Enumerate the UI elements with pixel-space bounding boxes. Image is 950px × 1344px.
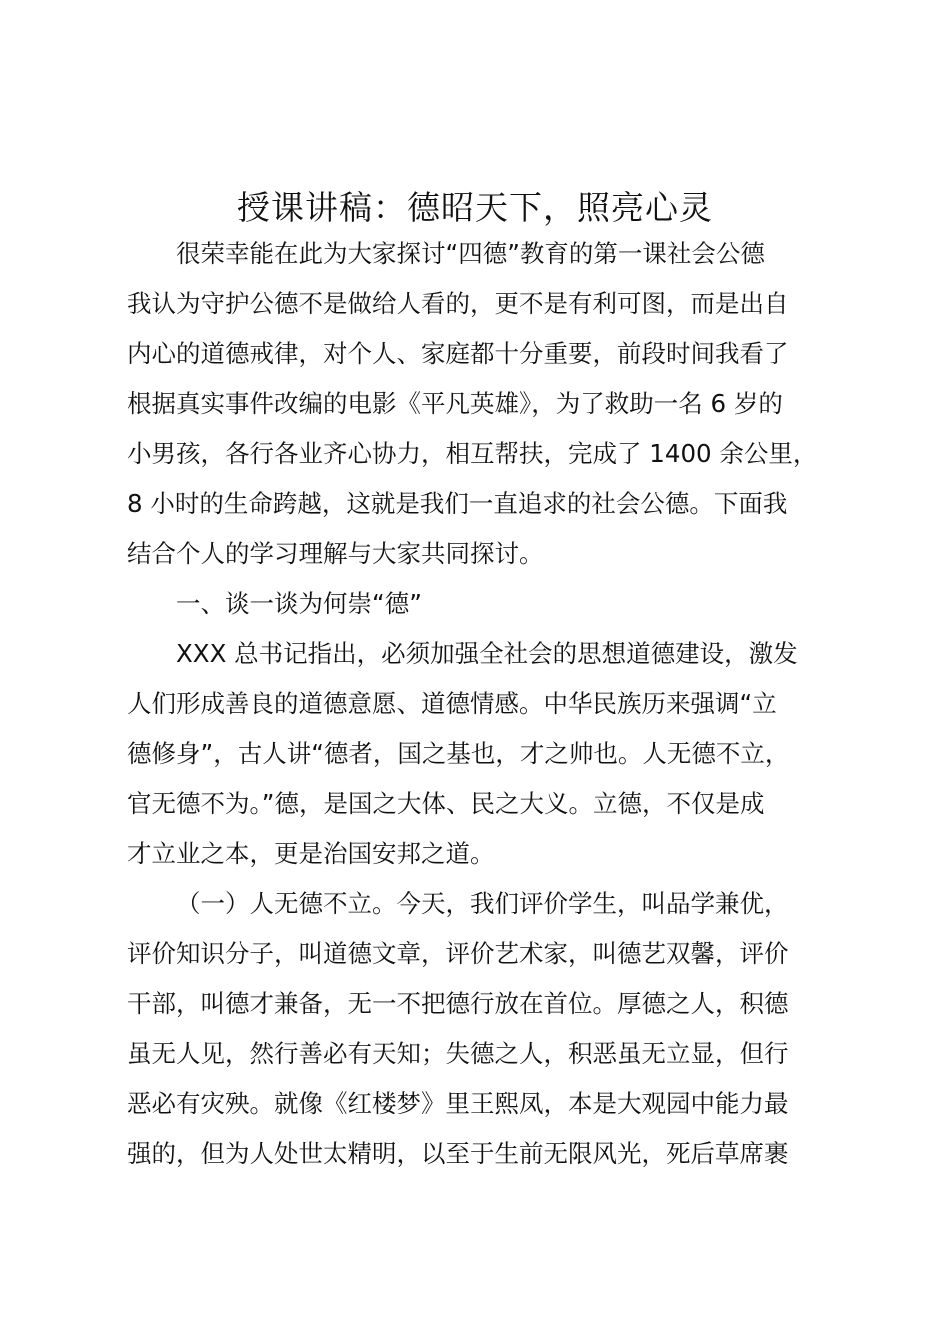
paragraph-line: 德修身”，古人讲“德者，国之基也，才之帅也。人无德不立，: [127, 739, 790, 768]
paragraph-line: 小男孩，各行各业齐心协力，相互帮扶，完成了 1400 余公里，: [127, 439, 818, 468]
paragraph-line: 我认为守护公德不是做给人看的，更不是有利可图，而是出自: [127, 289, 789, 318]
paragraph-line: （一）人无德不立。今天，我们评价学生，叫品学兼优，: [176, 889, 789, 918]
paragraph-line: 内心的道德戒律，对个人、家庭都十分重要，前段时间我看了: [127, 339, 789, 368]
paragraph-line: XXX 总书记指出，必须加强全社会的思想道德建设，激发: [176, 639, 798, 668]
paragraph-line: 结合个人的学习理解与大家共同探讨。: [127, 539, 544, 568]
document-title: 授课讲稿：德昭天下，照亮心灵: [237, 188, 713, 227]
paragraph-line: 干部，叫德才兼备，无一不把德行放在首位。厚德之人，积德: [127, 989, 789, 1018]
paragraph-line: 很荣幸能在此为大家探讨“四德”教育的第一课社会公德: [176, 239, 765, 268]
paragraph-line: 强的，但为人处世太精明，以至于生前无限风光，死后草席裹: [127, 1139, 789, 1168]
paragraph-line: 虽无人见，然行善必有天知；失德之人，积恶虽无立显，但行: [127, 1039, 789, 1068]
paragraph-line: 根据真实事件改编的电影《平凡英雄》，为了救助一名 6 岁的: [127, 389, 783, 418]
paragraph-line: 恶必有灾殃。就像《红楼梦》里王熙凤，本是大观园中能力最: [127, 1089, 789, 1118]
paragraph-line: 8 小时的生命跨越，这就是我们一直追求的社会公德。下面我: [127, 489, 788, 518]
paragraph-line: 官无德不为。”德，是国之大体、民之大义。立德，不仅是成: [127, 789, 765, 818]
paragraph-line: 人们形成善良的道德意愿、道德情感。中华民族历来强调“立: [127, 689, 777, 718]
paragraph-line: 评价知识分子，叫道德文章，评价艺术家，叫德艺双馨，评价: [127, 939, 789, 968]
paragraph-line: 才立业之本，更是治国安邦之道。: [127, 839, 495, 868]
section-heading: 一、谈一谈为何崇“德”: [176, 589, 422, 618]
